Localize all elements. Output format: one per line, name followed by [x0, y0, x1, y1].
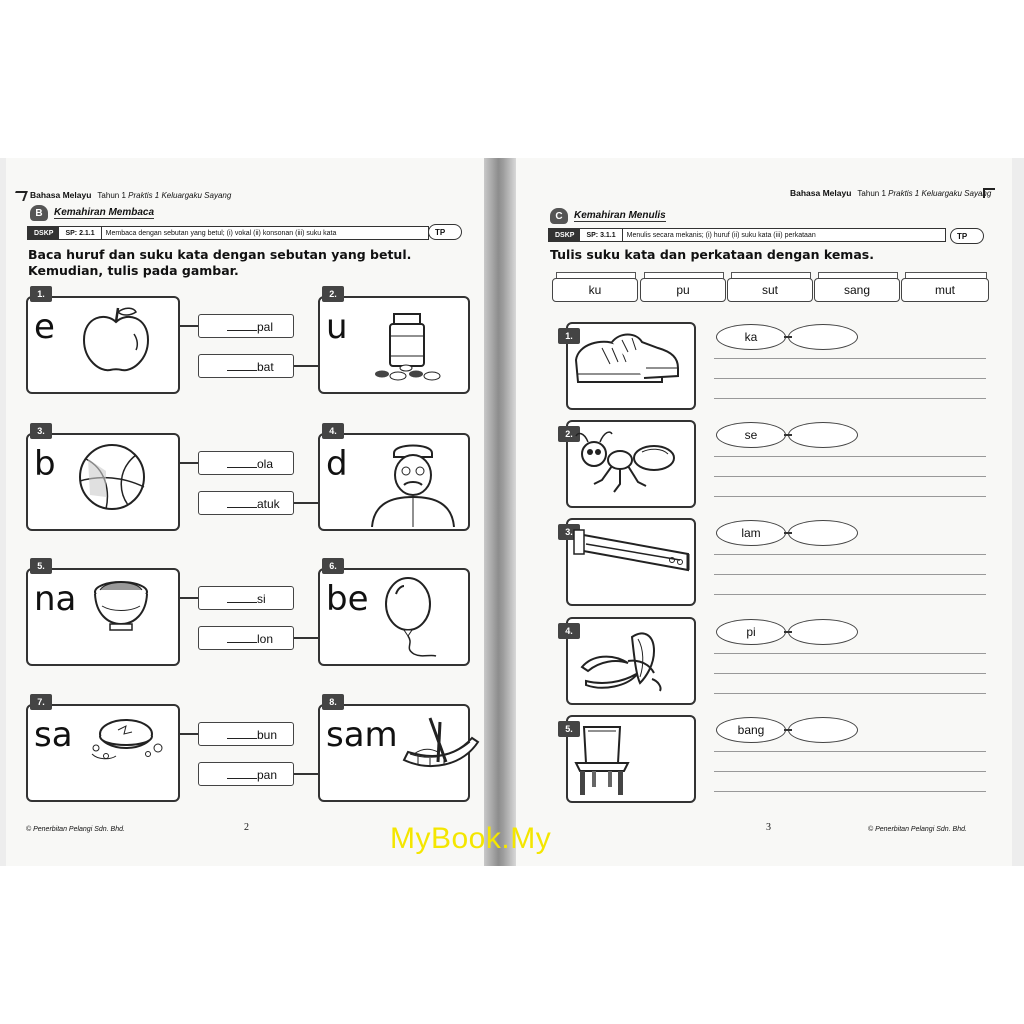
writing-line[interactable] [714, 653, 986, 654]
bananas-icon [572, 625, 672, 697]
writing-line[interactable] [714, 456, 986, 457]
syllable-suffix: atuk [257, 497, 280, 511]
connector-line [294, 365, 318, 367]
item-number: 1. [558, 328, 580, 344]
answer-oval[interactable] [788, 520, 858, 546]
right-page-number: 3 [766, 822, 771, 833]
right-footer: © Penerbitan Pelangi Sdn. Bhd. [868, 826, 967, 833]
blank-line [227, 642, 257, 643]
answer-oval[interactable] [788, 717, 858, 743]
syllable-card: ku [552, 278, 638, 302]
connector-line [294, 773, 318, 775]
syllable-suffix: pan [257, 768, 278, 782]
blank-line [227, 370, 257, 371]
item-number: 4. [322, 423, 344, 439]
letter-prompt: e [34, 307, 55, 347]
syllable-suffix: pal [257, 320, 274, 334]
boat-icon [400, 712, 480, 786]
letter-prompt: be [326, 579, 369, 619]
letter-prompt: d [326, 444, 348, 484]
section-letter-badge: B [30, 205, 48, 221]
item-number: 8. [322, 694, 344, 710]
writing-line[interactable] [714, 496, 986, 497]
tp-badge-left: TP [428, 224, 462, 240]
syllable-oval: pi [716, 619, 786, 645]
writing-line[interactable] [714, 398, 986, 399]
fluorescent-lamp-icon [572, 526, 694, 582]
word-blank-box[interactable] [198, 491, 294, 515]
soap-icon [88, 712, 164, 766]
item-number: 2. [322, 286, 344, 302]
oval-link [784, 336, 792, 338]
syllable-oval: ka [716, 324, 786, 350]
syllable-card: sang [814, 278, 900, 302]
word-blank-box[interactable] [198, 451, 294, 475]
letter-prompt: sa [34, 715, 73, 755]
writing-line[interactable] [714, 594, 986, 595]
blank-line [227, 330, 257, 331]
oval-link [784, 532, 792, 534]
right-running-head [790, 188, 991, 198]
syllable-oval: se [716, 422, 786, 448]
word-blank-box[interactable] [198, 586, 294, 610]
writing-line[interactable] [714, 791, 986, 792]
item-number: 2. [558, 426, 580, 442]
dskp-desc: Membaca dengan sebutan yang betul; (i) vokal (ii) konsonan (iii) suku kata [105, 229, 337, 237]
writing-line[interactable] [714, 554, 986, 555]
apple-icon [76, 304, 156, 378]
item-number: 1. [30, 286, 52, 302]
writing-line[interactable] [714, 378, 986, 379]
letter-prompt: u [326, 307, 348, 347]
left-page-number: 2 [244, 822, 249, 833]
rice-bowl-icon [88, 576, 154, 636]
syllable-suffix: ola [257, 457, 274, 471]
year-label: Tahun 1 [97, 191, 126, 200]
word-blank-box[interactable] [198, 314, 294, 338]
writing-line[interactable] [714, 771, 986, 772]
blank-line [227, 467, 257, 468]
word-blank-box[interactable] [198, 354, 294, 378]
item-number: 6. [322, 558, 344, 574]
section-title: Kemahiran Membaca [54, 207, 155, 218]
blank-line [227, 507, 257, 508]
chair-icon [572, 723, 632, 801]
topic-label: Praktis 1 Keluargaku Sayang [128, 191, 232, 200]
syllable-suffix: si [257, 592, 266, 606]
oval-link [784, 729, 792, 731]
ant-icon [572, 428, 682, 502]
item-number: 3. [30, 423, 52, 439]
writing-line[interactable] [714, 358, 986, 359]
answer-oval[interactable] [788, 422, 858, 448]
subject-label: Bahasa Melayu [30, 190, 92, 200]
blank-line [227, 602, 257, 603]
writing-line[interactable] [714, 693, 986, 694]
section-letter-badge: C [550, 208, 568, 224]
blank-line [227, 778, 257, 779]
syllable-card: sut [727, 278, 813, 302]
dskp-label: DSKP [28, 227, 59, 239]
connector-line [180, 325, 198, 327]
section-b-header [30, 205, 154, 221]
connector-line [180, 462, 198, 464]
section-title: Kemahiran Menulis [574, 210, 666, 221]
syllable-suffix: lon [257, 632, 274, 646]
blank-line [227, 738, 257, 739]
year-label: Tahun 1 [857, 189, 886, 198]
writing-line[interactable] [714, 751, 986, 752]
publisher-logo-icon [12, 191, 28, 201]
dskp-sp: SP: 2.1.1 [59, 227, 101, 239]
right-instruction: Tulis suku kata dan perkataan dengan kemas. [550, 247, 874, 262]
topic-label: Praktis 1 Keluargaku Sayang [888, 189, 992, 198]
dskp-bar-right [548, 228, 946, 242]
writing-line[interactable] [714, 574, 986, 575]
connector-line [294, 502, 318, 504]
connector-line [294, 637, 318, 639]
section-c-header [550, 208, 666, 224]
ball-icon [76, 441, 148, 517]
writing-line[interactable] [714, 476, 986, 477]
answer-oval[interactable] [788, 324, 858, 350]
syllable-suffix: bat [257, 360, 274, 374]
dskp-sp: SP: 3.1.1 [580, 229, 622, 241]
item-number: 4. [558, 623, 580, 639]
shoes-icon [572, 330, 682, 398]
item-number: 5. [30, 558, 52, 574]
syllable-suffix: bun [257, 728, 278, 742]
letter-prompt: b [34, 444, 56, 484]
syllable-oval: bang [716, 717, 786, 743]
answer-oval[interactable] [788, 619, 858, 645]
watermark-text: MyBook.My [390, 822, 552, 855]
syllable-card: mut [901, 278, 989, 302]
subject-label: Bahasa Melayu [790, 188, 852, 198]
balloon-icon [380, 576, 440, 664]
dskp-label: DSKP [549, 229, 580, 241]
letter-prompt: na [34, 579, 77, 619]
left-running-head [14, 190, 231, 201]
grandfather-icon [368, 441, 458, 531]
book-gutter [484, 158, 516, 866]
tp-badge-right: TP [950, 228, 984, 244]
letter-prompt: sam [326, 715, 398, 755]
dskp-desc: Menulis secara mekanis; (i) huruf (ii) suku kata (iii) perkataan [626, 231, 816, 239]
pills-icon [368, 304, 448, 388]
left-instruction: Baca huruf dan suku kata dengan sebutan yang betul. Kemudian, tulis pada gambar. [28, 247, 412, 278]
connector-line [180, 597, 198, 599]
item-number: 3. [558, 524, 580, 540]
left-footer: © Penerbitan Pelangi Sdn. Bhd. [26, 826, 125, 833]
oval-link [784, 434, 792, 436]
connector-line [180, 733, 198, 735]
publisher-logo-icon [983, 188, 995, 198]
syllable-oval: lam [716, 520, 786, 546]
item-number: 5. [558, 721, 580, 737]
word-blank-box[interactable] [198, 722, 294, 746]
dskp-bar-left [27, 226, 429, 240]
word-blank-box[interactable] [198, 762, 294, 786]
oval-link [784, 631, 792, 633]
word-blank-box[interactable] [198, 626, 294, 650]
writing-line[interactable] [714, 673, 986, 674]
item-number: 7. [30, 694, 52, 710]
syllable-card: pu [640, 278, 726, 302]
